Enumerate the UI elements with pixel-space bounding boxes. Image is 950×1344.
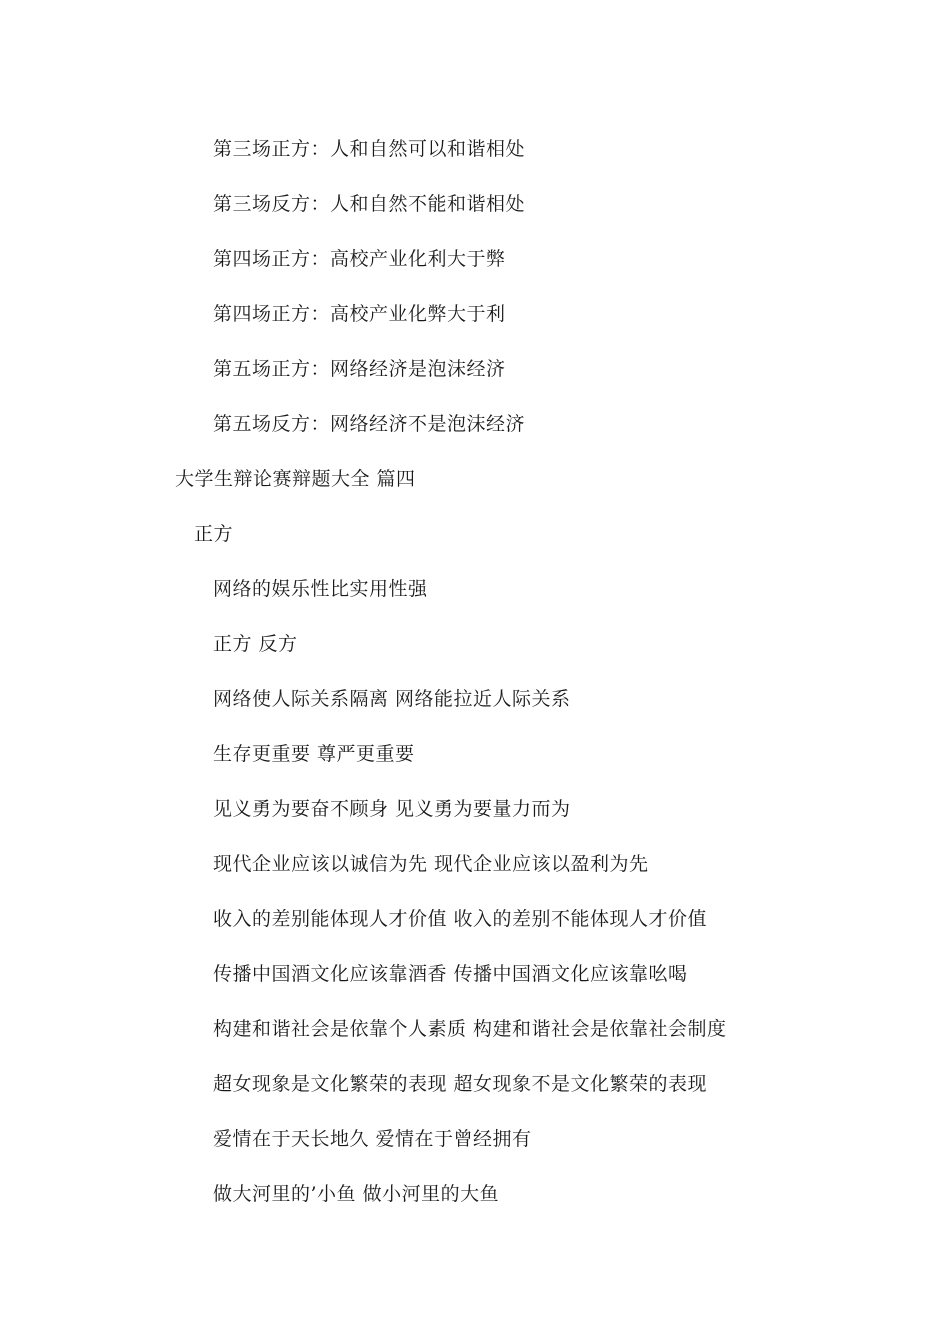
- topic-line-2: 正方 反方: [213, 633, 298, 655]
- topic-line-10: 超女现象是文化繁荣的表现 超女现象不是文化繁荣的表现: [213, 1073, 708, 1095]
- side-label: 正方: [194, 523, 234, 545]
- debate-line-2: 第三场反方：人和自然不能和谐相处: [213, 193, 526, 215]
- debate-line-1: 第三场正方：人和自然可以和谐相处: [213, 138, 526, 160]
- debate-line-6: 第五场反方：网络经济不是泡沫经济: [213, 413, 526, 435]
- topic-line-8: 传播中国酒文化应该靠酒香 传播中国酒文化应该靠吆喝: [213, 963, 688, 985]
- debate-line-4: 第四场正方：高校产业化弊大于利: [213, 303, 506, 325]
- topic-line-12: 做大河里的’小鱼 做小河里的大鱼: [213, 1183, 500, 1205]
- topic-line-11: 爱情在于天长地久 爱情在于曾经拥有: [213, 1128, 532, 1150]
- topic-line-7: 收入的差别能体现人才价值 收入的差别不能体现人才价值: [213, 908, 708, 930]
- debate-line-5: 第五场正方：网络经济是泡沫经济: [213, 358, 506, 380]
- debate-line-3: 第四场正方：高校产业化利大于弊: [213, 248, 506, 270]
- topic-line-4: 生存更重要 尊严更重要: [213, 743, 415, 765]
- topic-line-3: 网络使人际关系隔离 网络能拉近人际关系: [213, 688, 571, 710]
- topic-line-1: 网络的娱乐性比实用性强: [213, 578, 428, 600]
- topic-line-9: 构建和谐社会是依靠个人素质 构建和谐社会是依靠社会制度: [213, 1018, 727, 1040]
- topic-line-5: 见义勇为要奋不顾身 见义勇为要量力而为: [213, 798, 571, 820]
- topic-line-6: 现代企业应该以诚信为先 现代企业应该以盈利为先: [213, 853, 649, 875]
- section-heading: 大学生辩论赛辩题大全 篇四: [175, 468, 416, 490]
